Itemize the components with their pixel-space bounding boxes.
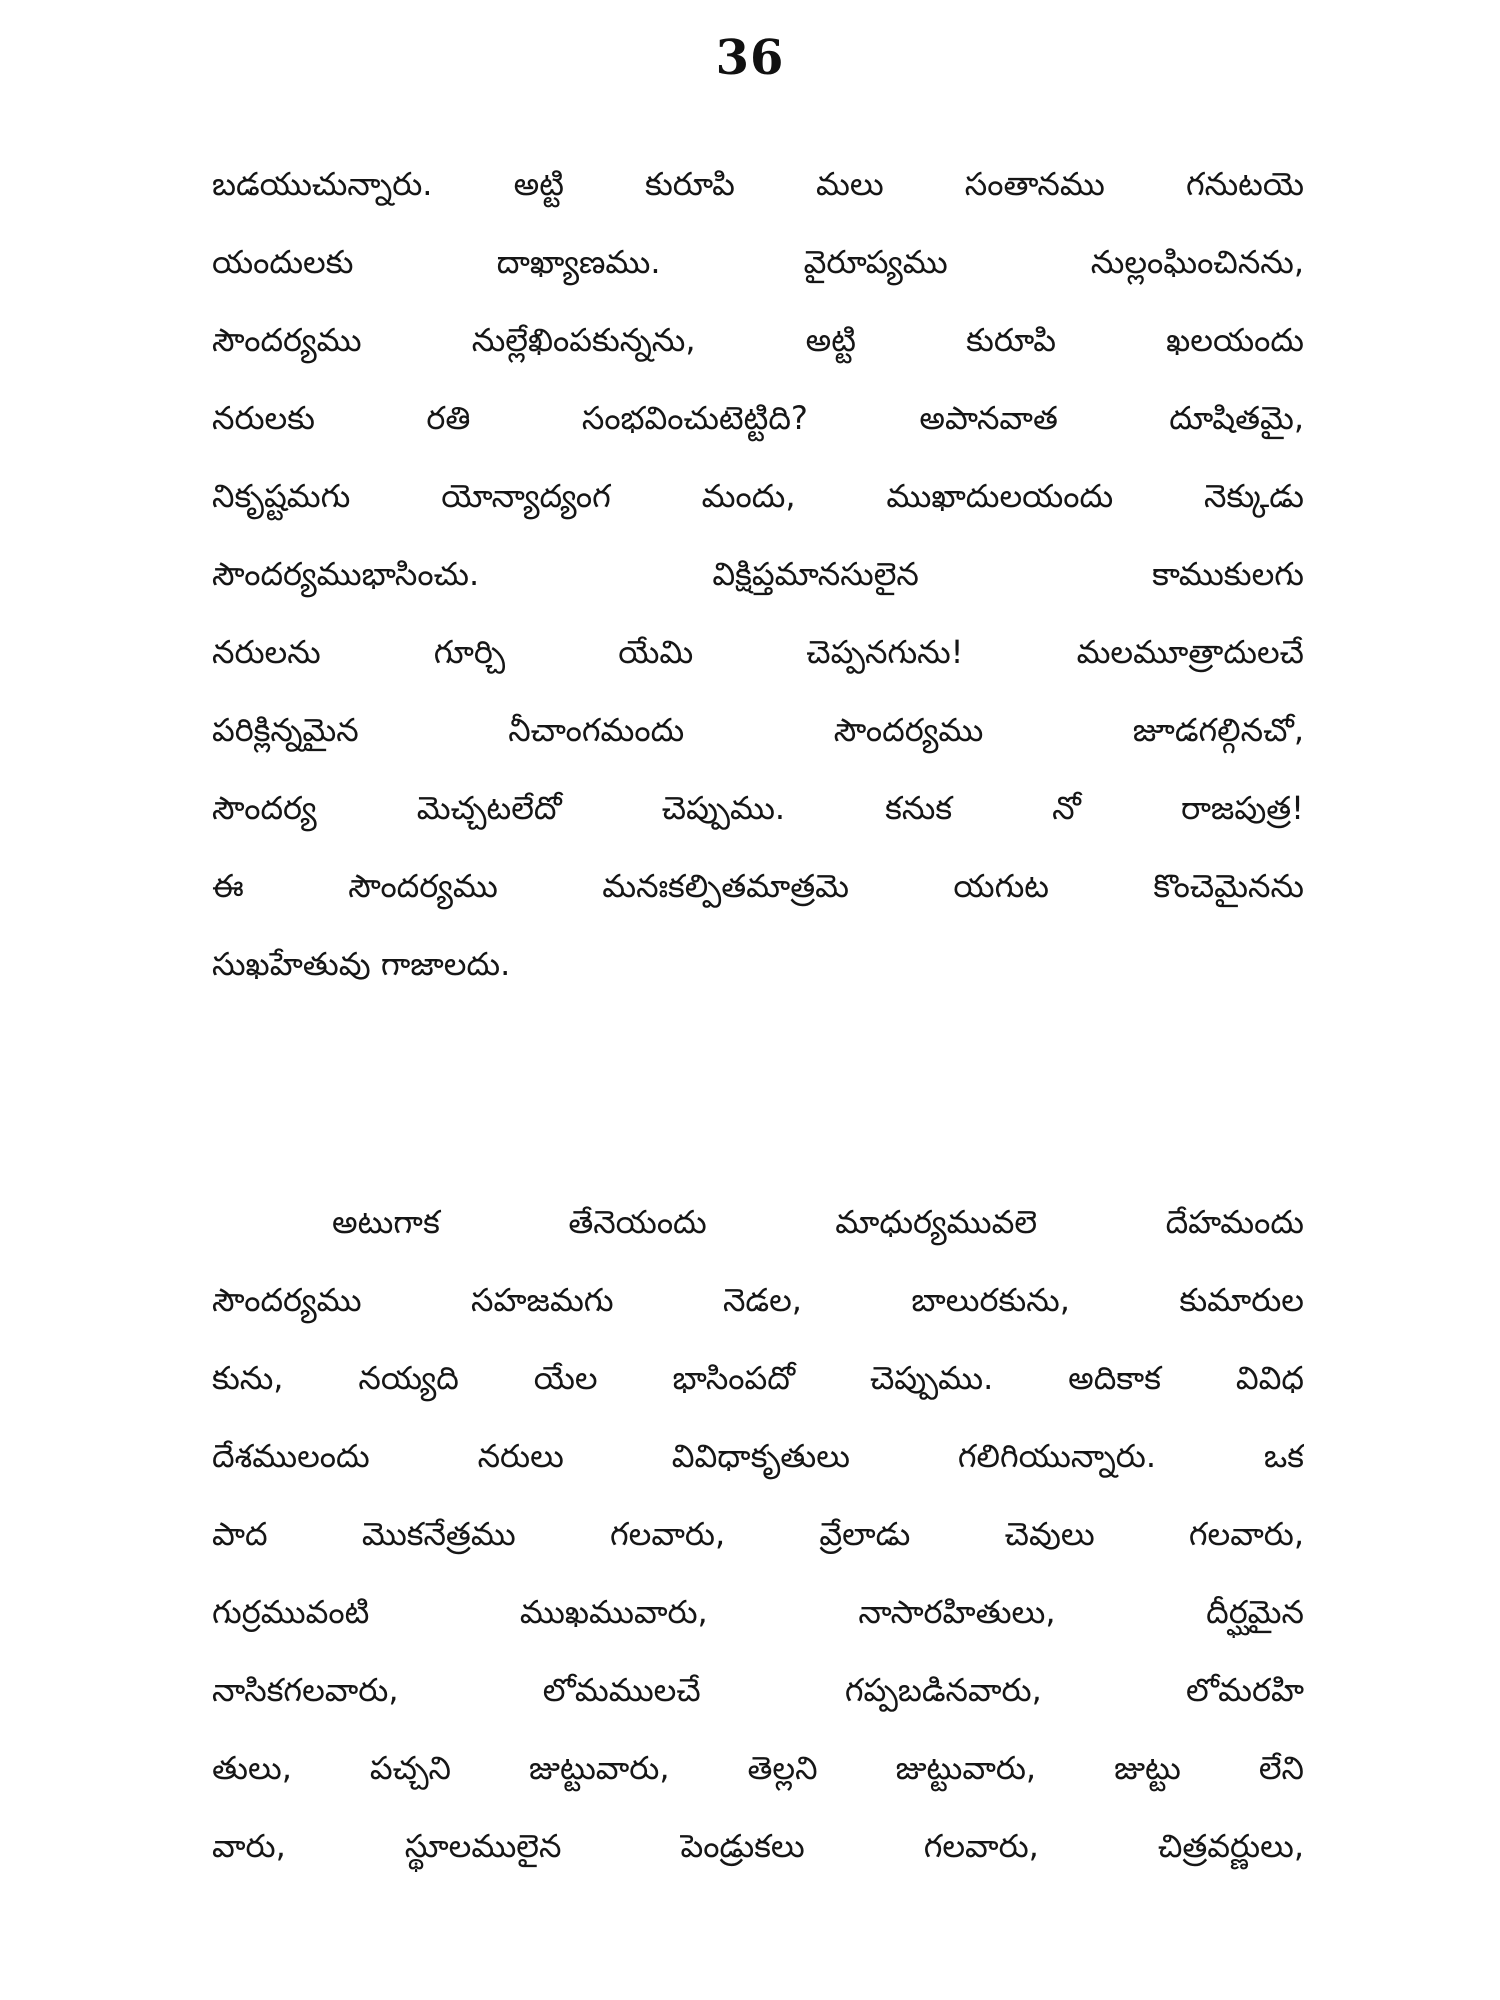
text-line: పరిక్లిన్నమైన నీచాంగమందు సౌందర్యము జూడగల్గినచో,: [212, 711, 1304, 749]
text-line: సౌందర్యముభాసించు. విక్షిప్తమానసులైన కాముకులగు: [212, 555, 1304, 593]
text-line: సౌందర్యము సహజమగు నెడల, బాలురకును, కుమారుల: [212, 1281, 1304, 1319]
paragraph-2: [212, 1183, 1304, 1885]
text-line: సౌందర్యము నుల్లేఖింపకున్నను, అట్టి కురూపి ఖలయందు: [212, 321, 1304, 359]
page-number: 36: [715, 30, 785, 86]
text-line: నరులకు రతి సంభవించుటెట్టిది? అపానవాత దూషితమై,: [212, 399, 1304, 437]
text-line: వారు, స్థూలములైన పెండ్రుకలు గలవారు, చిత్రవర్ణులు,: [212, 1827, 1304, 1865]
text-line: తులు, పచ్చని జుట్టువారు, తెల్లని జుట్టువారు, జుట్టు లేని: [212, 1749, 1304, 1787]
text-line: సుఖహేతువు గాజాలదు.: [212, 945, 511, 983]
text-line: గుర్రమువంటి ముఖమువారు, నాసారహితులు, దీర్ఘమైన: [212, 1593, 1304, 1631]
paragraph-1: [212, 145, 1304, 1003]
text-line: నికృష్టమగు యోన్యాద్యంగ మందు, ముఖాదులయందు నెక్కుడు: [212, 477, 1304, 515]
text-line: దేశములందు నరులు వివిధాకృతులు గలిగియున్నారు. ఒక: [212, 1437, 1304, 1475]
text-line: నాసికగలవారు, లోమములచే గప్పబడినవారు, లోమరహి: [212, 1671, 1304, 1709]
text-line: యందులకు దాఖ్యాణము. వైరూప్యము నుల్లంఘించినను,: [212, 243, 1304, 281]
text-line: సౌందర్య మెచ్చటలేదో చెప్పుము. కనుక నో రాజపుత్ర!: [212, 789, 1304, 827]
text-line: అటుగాక తేనెయందు మాధుర్యమువలె దేహమందు: [332, 1203, 1304, 1241]
text-line: బడయుచున్నారు. అట్టి కురూపి మలు సంతానము గనుటయె: [212, 165, 1304, 203]
text-line: నరులను గూర్చి యేమి చెప్పనగును! మలమూత్రాదులచే: [212, 633, 1304, 671]
text-line: కును, నయ్యది యేల భాసింపదో చెప్పుము. అదికాక వివిధ: [212, 1359, 1304, 1397]
text-line: పాద మొకనేత్రము గలవారు, వ్రేలాడు చెవులు గలవారు,: [212, 1515, 1304, 1553]
text-line: ఈ సౌందర్యము మనఃకల్పితమాత్రమె యగుట కొంచెమైనను: [212, 867, 1304, 905]
